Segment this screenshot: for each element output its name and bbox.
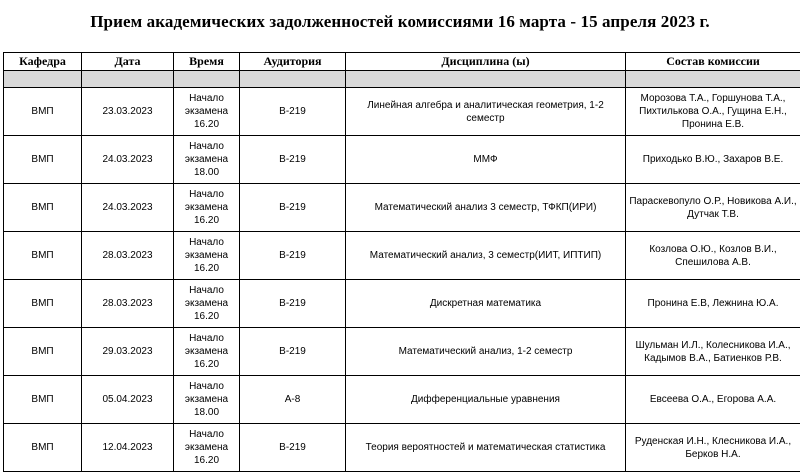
date-cell: 24.03.2023 bbox=[82, 184, 174, 232]
commission-cell: Пронина Е.В, Лежнина Ю.А. bbox=[626, 280, 800, 328]
discipline-cell: Математический анализ, 1-2 семестр bbox=[346, 328, 626, 376]
column-header-commission: Состав комиссии bbox=[626, 53, 800, 71]
column-header-time: Время bbox=[174, 53, 240, 71]
room-cell: В-219 bbox=[240, 424, 346, 472]
discipline-cell: ММФ bbox=[346, 136, 626, 184]
table-row bbox=[4, 424, 800, 472]
table-row bbox=[4, 88, 800, 136]
commission-cell: Приходько В.Ю., Захаров В.Е. bbox=[626, 136, 800, 184]
exam-schedule-table bbox=[3, 52, 800, 472]
date-cell: 12.04.2023 bbox=[82, 424, 174, 472]
date-cell: 24.03.2023 bbox=[82, 136, 174, 184]
discipline-cell: Линейная алгебра и аналитическая геометрия, 1-2 семестр bbox=[346, 88, 626, 136]
column-header-department: Кафедра bbox=[4, 53, 82, 71]
date-cell: 29.03.2023 bbox=[82, 328, 174, 376]
discipline-cell: Математический анализ 3 семестр, ТФКП(ИРИ) bbox=[346, 184, 626, 232]
commission-cell: Морозова Т.А., Горшунова Т.А., Пихтилькова О.А., Гущина Е.Н., Пронина Е.В. bbox=[626, 88, 800, 136]
table-row bbox=[4, 184, 800, 232]
table-row bbox=[4, 136, 800, 184]
room-cell: В-219 bbox=[240, 328, 346, 376]
discipline-cell: Математический анализ, 3 семестр(ИИТ, ИПТИП) bbox=[346, 232, 626, 280]
room-cell: В-219 bbox=[240, 88, 346, 136]
department-cell: ВМП bbox=[4, 424, 82, 472]
discipline-cell: Дискретная математика bbox=[346, 280, 626, 328]
time-cell: Начало экзамена 16.20 bbox=[174, 424, 240, 472]
table-row bbox=[4, 328, 800, 376]
spacer-cell bbox=[240, 71, 346, 88]
room-cell: В-219 bbox=[240, 136, 346, 184]
time-cell: Начало экзамена 16.20 bbox=[174, 328, 240, 376]
time-cell: Начало экзамена 18.00 bbox=[174, 376, 240, 424]
time-cell: Начало экзамена 16.20 bbox=[174, 88, 240, 136]
table-row bbox=[4, 280, 800, 328]
spacer-cell bbox=[626, 71, 800, 88]
spacer-row bbox=[4, 71, 800, 88]
time-cell: Начало экзамена 16.20 bbox=[174, 280, 240, 328]
date-cell: 05.04.2023 bbox=[82, 376, 174, 424]
room-cell: В-219 bbox=[240, 280, 346, 328]
discipline-cell: Дифференциальные уравнения bbox=[346, 376, 626, 424]
column-header-room: Аудитория bbox=[240, 53, 346, 71]
time-cell: Начало экзамена 16.20 bbox=[174, 184, 240, 232]
discipline-cell: Теория вероятностей и математическая статистика bbox=[346, 424, 626, 472]
room-cell: В-219 bbox=[240, 232, 346, 280]
time-cell: Начало экзамена 16.20 bbox=[174, 232, 240, 280]
department-cell: ВМП bbox=[4, 280, 82, 328]
commission-cell: Параскевопуло О.Р., Новикова А.И., Дутчак Т.В. bbox=[626, 184, 800, 232]
table-row bbox=[4, 376, 800, 424]
department-cell: ВМП bbox=[4, 328, 82, 376]
commission-cell: Козлова О.Ю., Козлов В.И., Спешилова А.В. bbox=[626, 232, 800, 280]
column-header-discipline: Дисциплина (ы) bbox=[346, 53, 626, 71]
column-header-date: Дата bbox=[82, 53, 174, 71]
department-cell: ВМП bbox=[4, 184, 82, 232]
spacer-cell bbox=[4, 71, 82, 88]
date-cell: 28.03.2023 bbox=[82, 280, 174, 328]
department-cell: ВМП bbox=[4, 376, 82, 424]
department-cell: ВМП bbox=[4, 232, 82, 280]
department-cell: ВМП bbox=[4, 88, 82, 136]
time-cell: Начало экзамена 18.00 bbox=[174, 136, 240, 184]
spacer-cell bbox=[346, 71, 626, 88]
spacer-cell bbox=[174, 71, 240, 88]
commission-cell: Руденская И.Н., Клесникова И.А., Берков Н.А. bbox=[626, 424, 800, 472]
commission-cell: Евсеева О.А., Егорова А.А. bbox=[626, 376, 800, 424]
table-header-row bbox=[4, 53, 800, 71]
table-row bbox=[4, 232, 800, 280]
spacer-cell bbox=[82, 71, 174, 88]
commission-cell: Шульман И.Л., Колесникова И.А., Кадымов В.А., Батиенков Р.В. bbox=[626, 328, 800, 376]
department-cell: ВМП bbox=[4, 136, 82, 184]
date-cell: 23.03.2023 bbox=[82, 88, 174, 136]
room-cell: В-219 bbox=[240, 184, 346, 232]
room-cell: А-8 bbox=[240, 376, 346, 424]
page-title: Прием академических задолженностей комиссиями 16 марта - 15 апреля 2023 г. bbox=[90, 12, 710, 31]
date-cell: 28.03.2023 bbox=[82, 232, 174, 280]
